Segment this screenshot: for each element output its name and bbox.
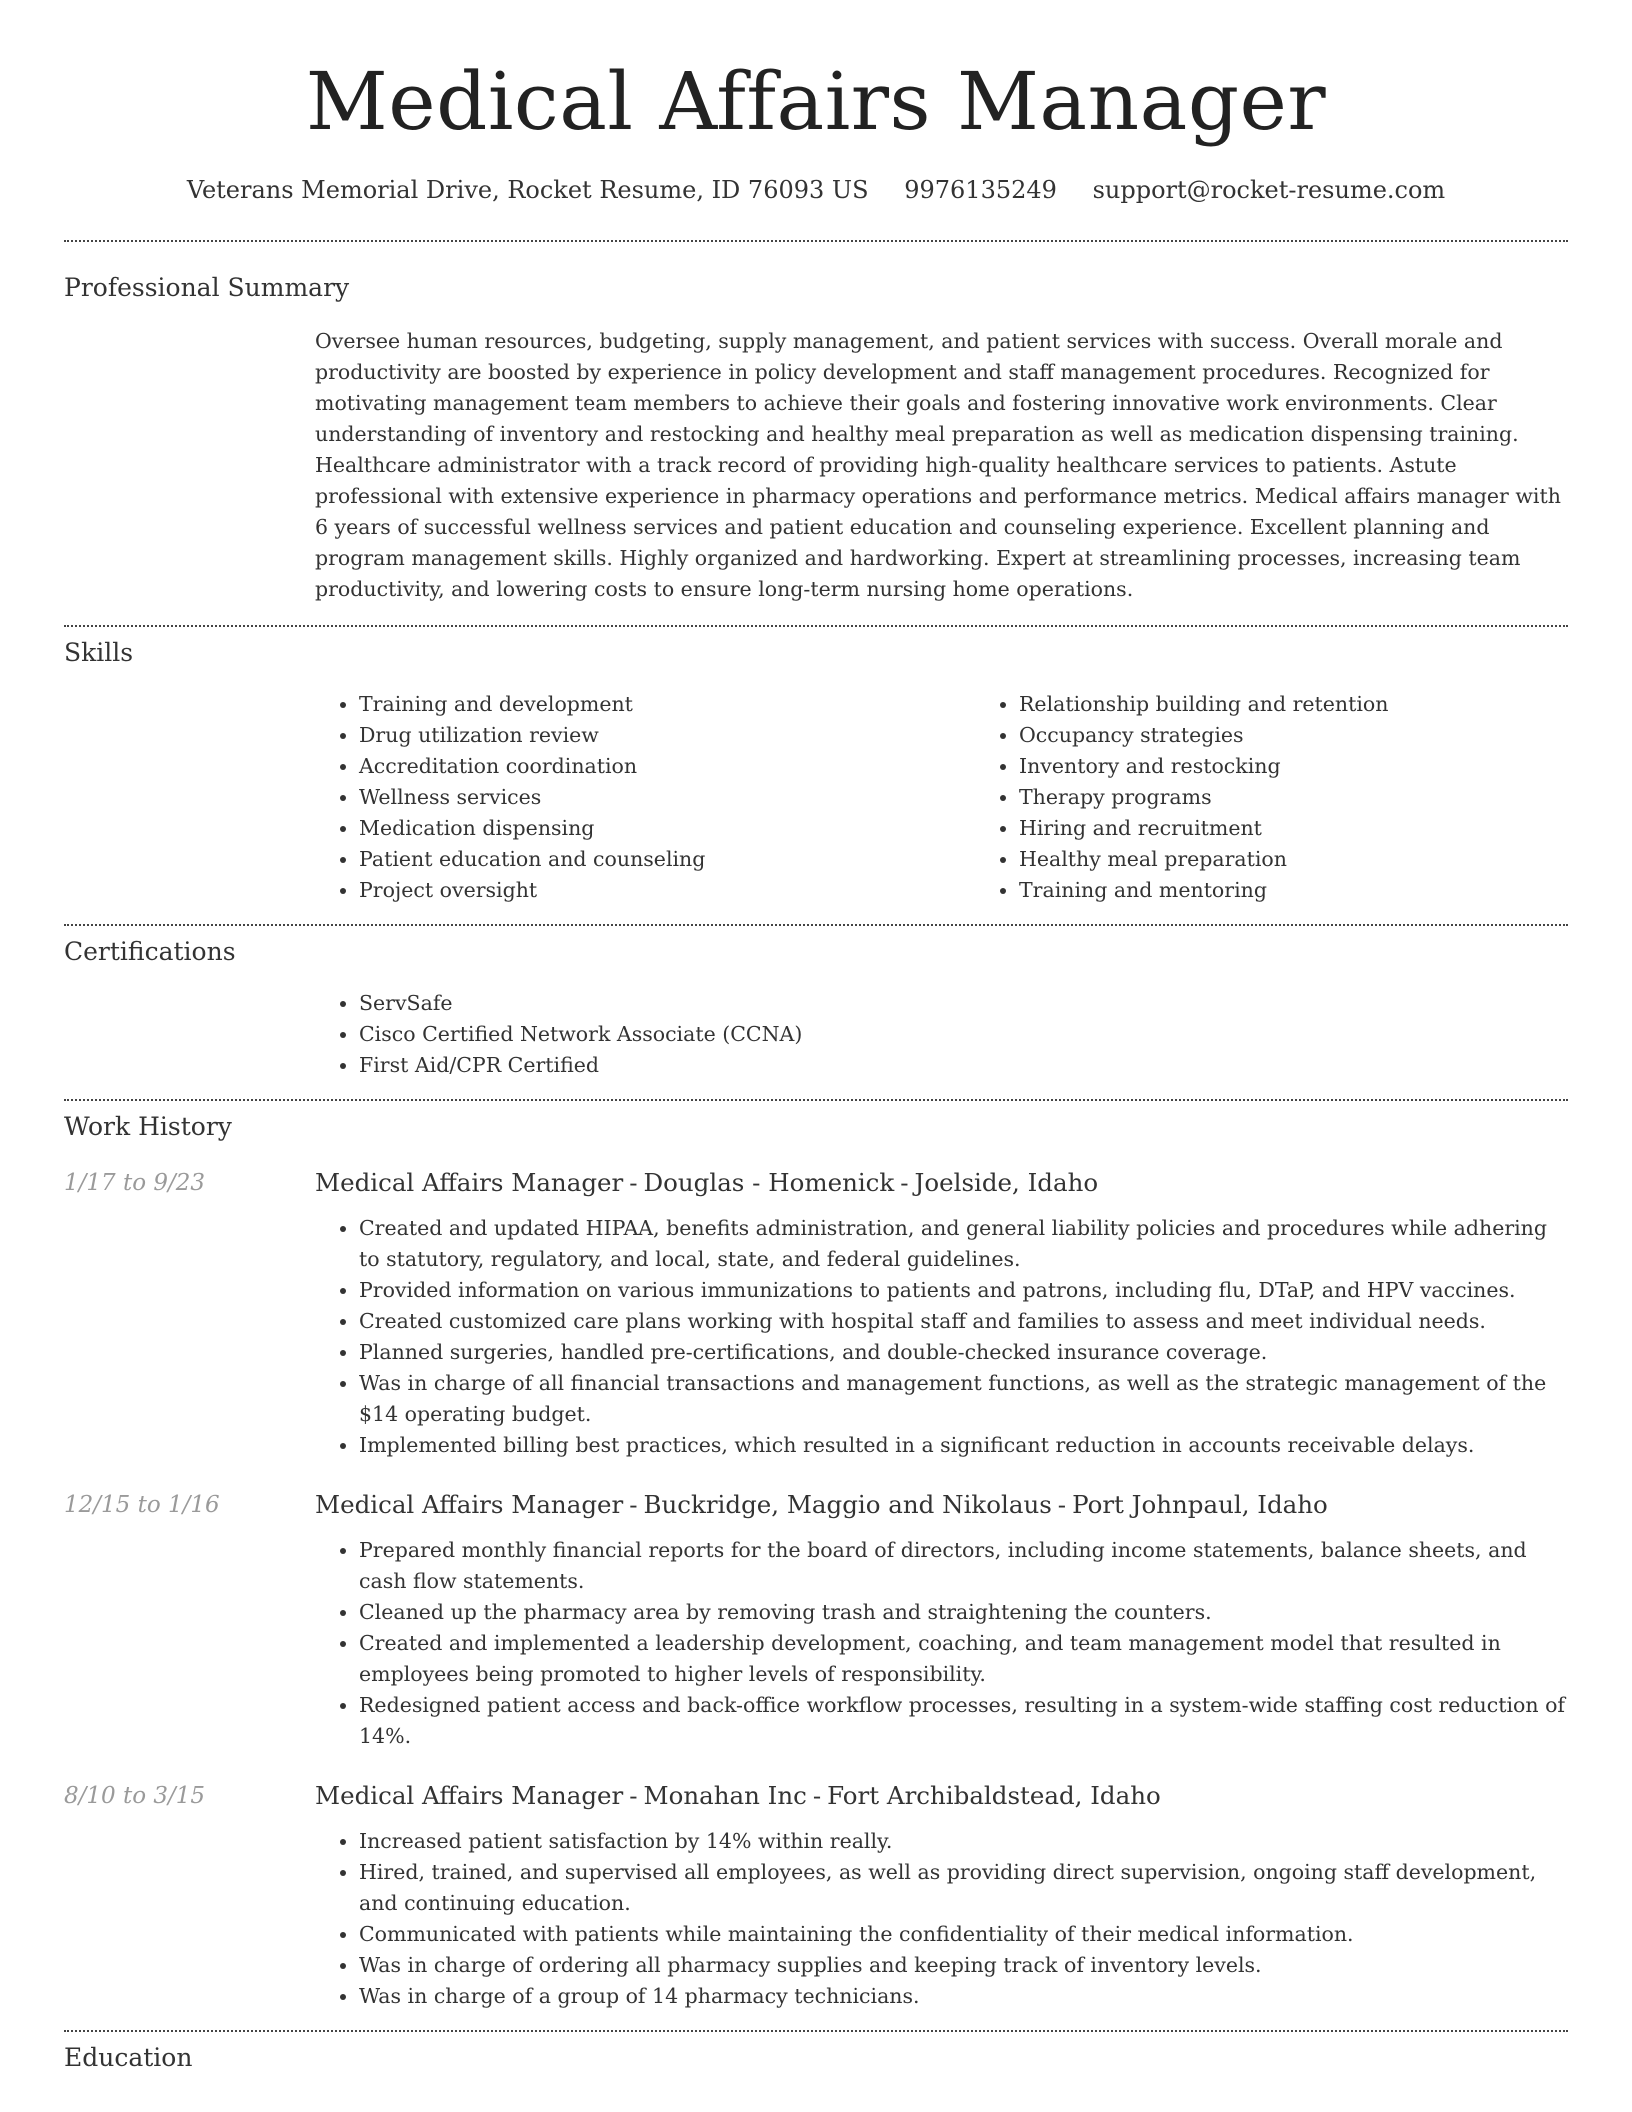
candidate-name: Medical Affairs Manager [305, 55, 1327, 148]
job-heading [315, 1780, 1568, 1812]
job-role: Medical Affairs Manager [315, 1168, 624, 1197]
job-bullet: • Communicated with patients while maintaining the confidentiality of their medical information. [359, 1919, 1568, 1950]
job-role: Medical Affairs Manager [315, 1781, 624, 1810]
job-company: Monahan Inc [643, 1781, 807, 1810]
job-bullet: • Planned surgeries, handled pre-certifications, and double-checked insurance coverage. [359, 1337, 1568, 1368]
certification-item: • ServSafe [359, 988, 1568, 1019]
contact-address: Veterans Memorial Drive, Rocket Resume, ID 76093 US [186, 176, 869, 204]
job-details [315, 1489, 1568, 1752]
job-bullet: • Created and updated HIPAA, benefits administration, and general liability policies and procedures while adhering to statutory, regulatory, and local, state, and federal guidelines. [359, 1213, 1568, 1275]
job-heading [315, 1489, 1568, 1521]
job-separator: - [629, 1168, 638, 1197]
job-bullet: • Implemented billing best practices, which resulted in a significant reduction in accounts receivable delays. [359, 1430, 1568, 1461]
job-bullet: • Prepared monthly financial reports for the board of directors, including income statements, balance sheets, and cash flow statements. [359, 1535, 1568, 1597]
skill-item: • Training and mentoring [1019, 875, 1632, 906]
skill-item: • Accreditation coordination [359, 751, 975, 782]
job-separator: - [812, 1781, 822, 1810]
job-bullets [315, 1213, 1568, 1461]
job-company: Douglas - Homenick [643, 1168, 895, 1197]
skill-item: • Drug utilization review [359, 720, 975, 751]
job-bullet: • Redesigned patient access and back-office workflow processes, resulting in a system-wide staffing cost reduction of 14%. [359, 1690, 1568, 1752]
job-separator: - [629, 1781, 638, 1810]
skill-item: • Hiring and recruitment [1019, 813, 1632, 844]
job-bullet: • Provided information on various immunizations to patients and patrons, including flu, DTaP, and HPV vaccines. [359, 1275, 1568, 1306]
job-location: Joelside, Idaho [914, 1168, 1099, 1197]
skills-body [315, 689, 1568, 906]
skill-item: • Wellness services [359, 782, 975, 813]
certification-item: • First Aid/CPR Certified [359, 1050, 1568, 1081]
job-separator: - [900, 1168, 909, 1197]
job-dates: 8/10 to 3/15 [64, 1783, 206, 1809]
contact-line [64, 174, 1568, 206]
certifications-body [315, 988, 1568, 1081]
skill-item: • Inventory and restocking [1019, 751, 1632, 782]
resume-header [64, 52, 1568, 206]
job-bullet: • Increased patient satisfaction by 14% within really. [359, 1826, 1568, 1857]
job-bullets [315, 1826, 1568, 2012]
work-history-section [64, 1101, 1568, 2012]
education-heading: Education [64, 2043, 193, 2072]
skills-list-left [315, 689, 975, 906]
summary-text: Oversee human resources, budgeting, supply management, and patient services with success. Overall morale and productivity are boosted by experience in policy development and staff management procedures. Recognized for motivating management team members to achieve their goals and fostering innovative work environments. Clear understanding of inventory and restocking and healthy meal preparation as well as medication dispensing training. Healthcare administrator with a track record of providing high-quality healthcare services to patients. Astute professional with extensive experience in pharmacy operations and performance metrics. Medical affairs manager with 6 years of successful wellness services and patient education and counseling experience. Excellent planning and program management skills. Highly organized and hardworking. Expert at streamlining processes, increasing team productivity, and lowering costs to ensure long-term nursing home operations. [315, 329, 1561, 601]
job-bullet: • Was in charge of all financial transactions and management functions, as well as the strategic management of the $14 operating budget. [359, 1368, 1568, 1430]
job-bullet: • Created and implemented a leadership development, coaching, and team management model that resulted in employees being promoted to higher levels of responsibility. [359, 1628, 1568, 1690]
certification-item: • Cisco Certified Network Associate (CCNA) [359, 1019, 1568, 1050]
contact-email: support@rocket-resume.com [1092, 176, 1446, 204]
education-section [64, 2032, 1568, 2074]
job-bullet: • Was in charge of a group of 14 pharmacy technicians. [359, 1981, 1568, 2012]
job-entry [64, 1780, 1568, 2012]
certifications-list [315, 988, 1568, 1081]
job-bullet: • Cleaned up the pharmacy area by removing trash and straightening the counters. [359, 1597, 1568, 1628]
work-history-heading: Work History [64, 1112, 232, 1141]
skill-item: • Training and development [359, 689, 975, 720]
skill-item: • Medication dispensing [359, 813, 975, 844]
skill-item: • Project oversight [359, 875, 975, 906]
job-entry [64, 1489, 1568, 1752]
job-role: Medical Affairs Manager [315, 1490, 624, 1519]
job-separator: - [629, 1490, 638, 1519]
summary-heading: Professional Summary [64, 273, 350, 302]
job-details [315, 1780, 1568, 2012]
resume-page [64, 0, 1568, 2074]
skills-heading: Skills [64, 638, 134, 667]
job-entry [64, 1167, 1568, 1461]
job-bullet: • Was in charge of ordering all pharmacy supplies and keeping track of inventory levels. [359, 1950, 1568, 1981]
job-location: Port Johnpaul, Idaho [1072, 1490, 1328, 1519]
job-dates: 1/17 to 9/23 [64, 1170, 206, 1196]
job-company: Buckridge, Maggio and Nikolaus [643, 1490, 1052, 1519]
contact-phone: 9976135249 [904, 176, 1057, 204]
certifications-heading: Certifications [64, 937, 236, 966]
job-heading [315, 1167, 1568, 1199]
job-location: Fort Archibaldstead, Idaho [827, 1781, 1161, 1810]
job-dates: 12/15 to 1/16 [64, 1492, 220, 1518]
skill-item: • Occupancy strategies [1019, 720, 1632, 751]
skill-item: • Therapy programs [1019, 782, 1632, 813]
skill-item: • Healthy meal preparation [1019, 844, 1632, 875]
skill-item: • Patient education and counseling [359, 844, 975, 875]
skills-list-right [975, 689, 1632, 906]
job-details [315, 1167, 1568, 1461]
skill-item: • Relationship building and retention [1019, 689, 1632, 720]
summary-body [315, 326, 1568, 605]
job-bullet: • Created customized care plans working with hospital staff and families to assess and meet individual needs. [359, 1306, 1568, 1337]
certifications-section [64, 926, 1568, 1081]
job-bullets [315, 1535, 1568, 1752]
skills-section [64, 627, 1568, 906]
job-separator: - [1057, 1490, 1067, 1519]
summary-section [64, 242, 1568, 605]
job-bullet: • Hired, trained, and supervised all employees, as well as providing direct supervision, ongoing staff development, and continuing education. [359, 1857, 1568, 1919]
